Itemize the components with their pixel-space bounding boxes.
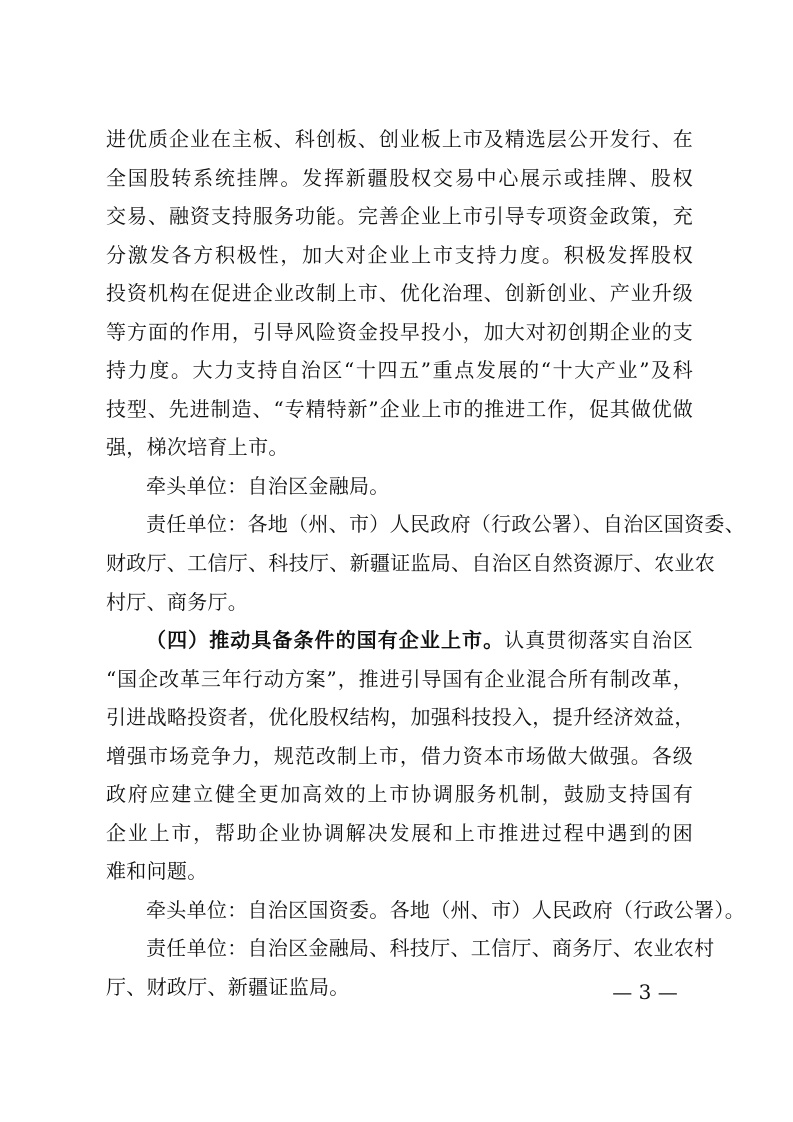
text-line: 政府应建立健全更加高效的上市协调服务机制，鼓励支持国有 <box>106 782 693 807</box>
text-line: 技型、先进制造、“专精特新”企业上市的推进工作，促其做优做 <box>106 396 693 421</box>
text-line: 增强市场竞争力，规范改制上市，借力资本市场做大做强。各级 <box>106 743 693 768</box>
text-line: 财政厅、工信厅、科技厅、新疆证监局、自治区自然资源厅、农业农 <box>106 551 715 576</box>
text-line: 难和问题。 <box>106 859 208 884</box>
text-line: 持力度。大力支持自治区“十四五”重点发展的“十大产业”及科 <box>106 358 693 383</box>
text-line: 交易、融资支持服务功能。完善企业上市引导专项资金政策，充 <box>106 204 693 229</box>
text-line: 村厅、商务厅。 <box>106 589 249 614</box>
text-line: 牵头单位：自治区金融局。 <box>146 473 390 498</box>
text-line: 投资机构在促进企业改制上市、优化治理、创新创业、产业升级 <box>106 281 693 306</box>
text-run: 认真贯彻落实自治区 <box>504 628 693 653</box>
text-line: 分激发各方积极性，加大对企业上市支持力度。积极发挥股权 <box>106 242 693 267</box>
text-line: 厅、财政厅、新疆证监局。 <box>106 975 350 1000</box>
text-line: 全国股转系统挂牌。发挥新疆股权交易中心展示或挂牌、股权 <box>106 165 693 190</box>
paragraph-lead-unit <box>106 467 693 506</box>
section-heading: （四）推动具备条件的国有企业上市。 <box>146 628 505 653</box>
page-number: — 3 — <box>612 980 678 1004</box>
paragraph-listing-support <box>106 120 693 467</box>
document-body <box>106 120 745 1007</box>
text-line: 责任单位：各地（州、市）人民政府（行政公署）、自治区国资委、 <box>146 512 745 537</box>
text-line: 强，梯次培育上市。 <box>106 435 289 460</box>
text-line: 牵头单位：自治区国资委。各地（州、市）人民政府（行政公署）。 <box>146 897 745 922</box>
text-line: “国企改革三年行动方案”，推进引导国有企业混合所有制改革， <box>106 666 693 691</box>
paragraph-state-owned-listing <box>106 621 693 891</box>
text-line <box>106 621 693 660</box>
text-line: 进优质企业在主板、科创板、创业板上市及精选层公开发行、在 <box>106 127 693 151</box>
paragraph-lead-unit-2 <box>106 891 745 930</box>
paragraph-responsible-units <box>106 505 745 621</box>
text-line: 企业上市，帮助企业协调解决发展和上市推进过程中遇到的困 <box>106 820 693 845</box>
text-line: 等方面的作用，引导风险资金投早投小，加大对初创期企业的支 <box>106 319 693 344</box>
text-line: 责任单位：自治区金融局、科技厅、工信厅、商务厅、农业农村 <box>146 936 715 961</box>
text-line: 引进战略投资者，优化股权结构，加强科技投入，提升经济效益， <box>106 705 695 730</box>
